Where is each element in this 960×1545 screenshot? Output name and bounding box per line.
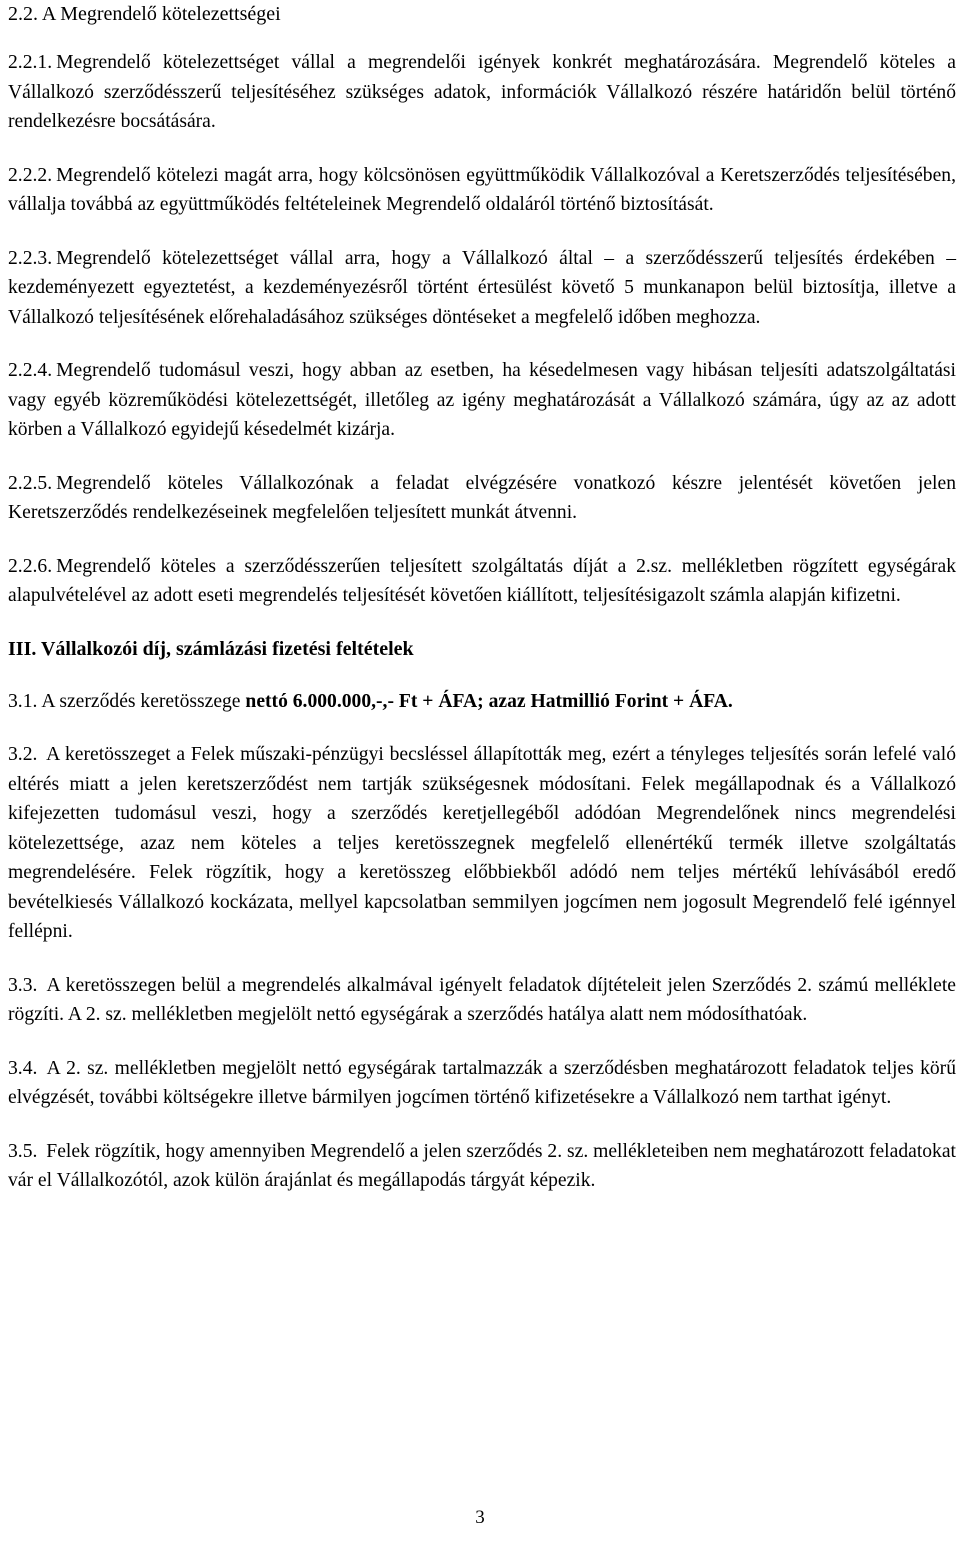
page-number: 3 [475, 1507, 485, 1528]
clause-number: 2.2.3. [8, 247, 53, 269]
clause-number: 2.2.6. [8, 555, 53, 577]
clause-2-2-6 [8, 552, 956, 611]
clause-text: Megrendelő kötelezettséget vállal a megrendelői igények konkrét meghatározására. Megrendelő köteles a Vállalkozó szerződésszerű teljesítéséhez szükséges adatok, információk Vállalkozó részére határidőn belül történő rendelkezésre bocsátására. [8, 52, 956, 132]
clause-2-2-1 [8, 48, 956, 137]
clause-text: A keretösszeget a Felek műszaki-pénzügyi becsléssel állapították meg, ezért a tényleges teljesítés során lefelé való eltérés miatt a jelen keretszerződést nem tartják szükségesnek módosítani. Felek megállapodnak és a Vállalkozó kifejezetten tudomásul veszi, hogy a szerződés keretjellegéből adódóan Megrendelőnek nincs megrendelési kötelezettsége, azaz nem köteles a teljes keretösszegnek megfelelő ellenértékű termék illetve szolgáltatás megrendelésére. Felek rögzítik, hogy a keretösszeg előbbiekből adódó nem teljes mértékű lehívásából eredő bevételkiesés Vállalkozó kockázata, mellyel kapcsolatban semmilyen jogcímen nem jogosult Megrendelő felé igénnyel fellépni. [8, 744, 956, 942]
clause-3-4 [8, 1054, 956, 1113]
clause-2-2-5 [8, 469, 956, 528]
section-heading: 2.2. A Megrendelő kötelezettségei [8, 3, 281, 25]
clause-2-2-4 [8, 356, 956, 445]
clause-3-3 [8, 971, 956, 1030]
clause-text: A 2. sz. mellékletben megjelölt nettó egységárak tartalmazzák a szerződésben meghatározott feladatok teljes körű elvégzését, további költségekre illetve bármilyen jogcímen történő kifizetésekre a Vállalkozó nem tarthat igényt. [8, 1057, 956, 1108]
clause-number: 3.2. [8, 744, 38, 765]
clause-number: 3.4. [8, 1057, 38, 1079]
chapter-heading: III. Vállalkozói díj, számlázási fizetési feltételek [8, 637, 414, 660]
clause-text-plain: A szerződés keretösszege [41, 690, 241, 712]
clause-number: 2.2.5. [8, 472, 53, 494]
document-page [8, 0, 956, 1196]
clause-2-2-2 [8, 161, 956, 220]
clause-text: Felek rögzítik, hogy amennyiben Megrendelő a jelen szerződés 2. sz. mellékleteiben nem meghatározott feladatokat vár el Vállalkozótól, azok külön árajánlat és megállapodás tárgyát képezik. [8, 1140, 956, 1191]
clause-3-5 [8, 1137, 956, 1196]
clause-text: Megrendelő kötelezi magát arra, hogy kölcsönösen együttműködik Vállalkozóval a Keretszerződés teljesítésében, vállalja továbbá az együttműködés feltételeinek Megrendelő oldaláról történő biztosítását. [8, 164, 956, 215]
clause-number: 2.2.1. [8, 52, 53, 73]
clause-number: 3.1. [8, 690, 38, 712]
clause-text: A keretösszegen belül a megrendelés alkalmával igényelt feladatok díjtételeit jelen Szerződés 2. számú melléklete rögzíti. A 2. sz. mellékletben megjelölt nettó egységárak a szerződés hatálya alatt nem módosíthatóak. [8, 974, 956, 1025]
clause-3-1 [8, 687, 956, 717]
clause-text: Megrendelő köteles a szerződésszerűen teljesített szolgáltatás díját a 2.sz. mellékletben rögzített egységárak alapulvételével az adott eseti megrendelés teljesítését követően kiállított, teljesítésigazolt számla alapján kifizetni. [8, 555, 956, 606]
clause-number: 3.3. [8, 974, 38, 996]
clause-text: Megrendelő köteles Vállalkozónak a feladat elvégzésére vonatkozó készre jelentését követően jelen Keretszerződés rendelkezéseinek megfelelően teljesített munkát átvenni. [8, 472, 956, 523]
clause-number: 2.2.2. [8, 164, 53, 186]
clause-text: Megrendelő kötelezettséget vállal arra, hogy a Vállalkozó által – a szerződésszerű teljesítés érdekében – kezdeményezett egyeztetést, a kezdeményezésről történt értesülést követő 5 munkanapon belül biztosítja, illetve a Vállalkozó teljesítésének előrehaladásához szükséges döntéseket a megfelelő időben meghozza. [8, 247, 956, 328]
clause-number: 2.2.4. [8, 360, 53, 381]
clause-text: Megrendelő tudomásul veszi, hogy abban az esetben, ha késedelmesen vagy hibásan teljesíti adatszolgáltatási vagy egyéb közreműködési kötelezettségét, illetőleg az igény meghatározását a Vállalkozó számára, úgy az az adott körben a Vállalkozó egyidejű késedelmét kizárja. [8, 360, 956, 440]
clause-2-2-3 [8, 244, 956, 333]
clause-number: 3.5. [8, 1140, 38, 1162]
clause-3-2 [8, 740, 956, 947]
clause-text-bold: nettó 6.000.000,-,- Ft + ÁFA; azaz Hatmillió Forint + ÁFA. [245, 690, 733, 712]
